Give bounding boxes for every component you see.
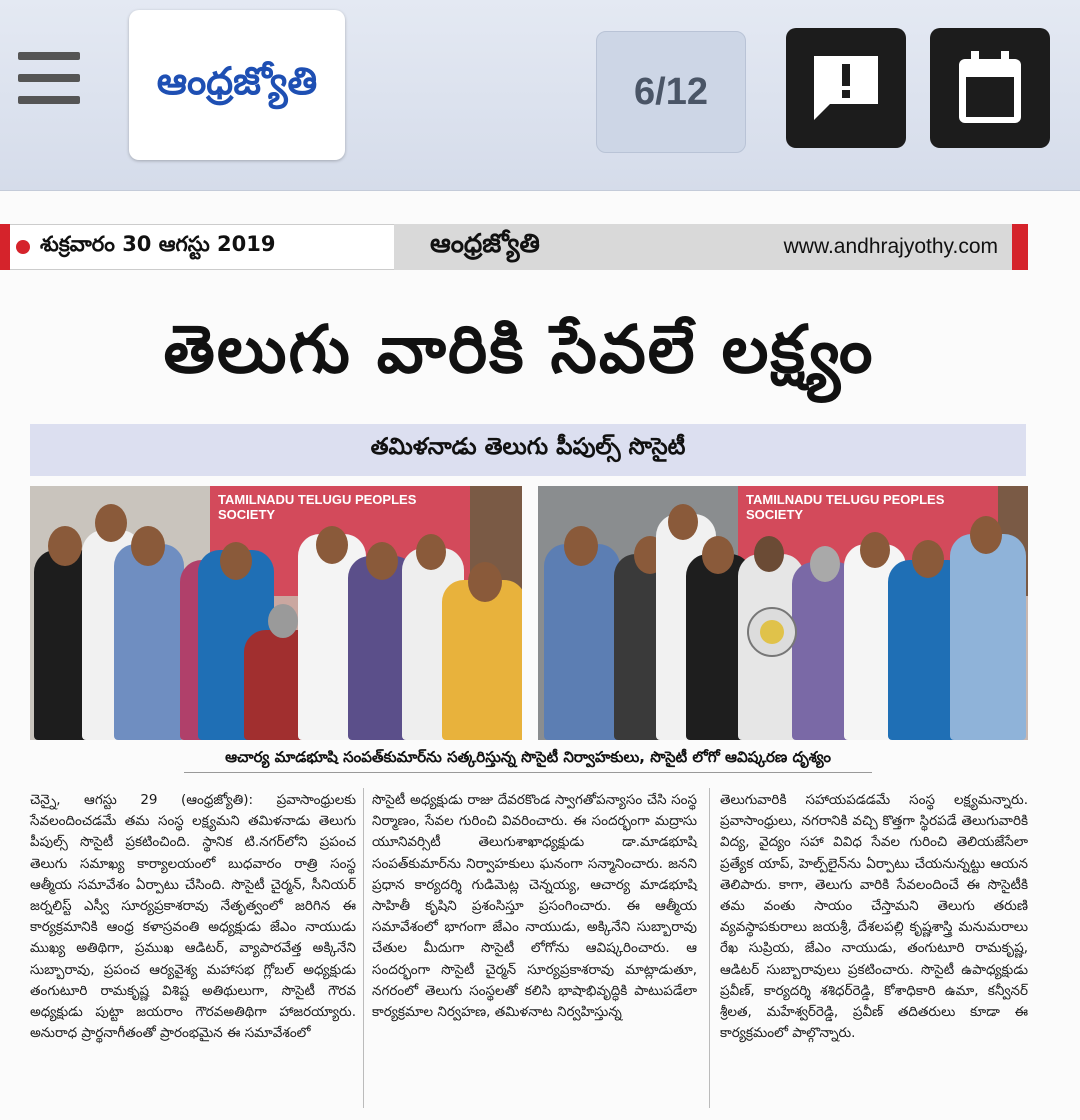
- event-photo-left: [30, 486, 522, 740]
- calendar-icon: [957, 51, 1023, 125]
- menu-icon[interactable]: [18, 52, 80, 104]
- feedback-button[interactable]: [786, 28, 906, 148]
- article-headline: తెలుగు వారికి సేవలే లక్ష్యం: [163, 311, 875, 388]
- photo-banner-right: TAMILNADU TELUGU PEOPLES SOCIETY: [738, 486, 998, 596]
- photo-caption: ఆచార్య మాడభూషి సంపత్‌కుమార్‌ను సత్కరిస్తున్న సొసైటీ నిర్వాహకులు, సొసైటీ లోగో ఆవిష్కరణ దృశ్యం: [225, 748, 831, 766]
- article-column-1: చెన్నై, ఆగస్టు 29 (ఆంధ్రజ్యోతి): ప్రవాసాంధ్రులకు సేవలందించడమే తమ సంస్థ లక్ష్యమని తమిళనాడు తెలుగు పీపుల్స్ సొసైటీ ప్రకటించింది. స్థానిక టి.నగర్‌లోని ప్రపంచ తెలుగు సమాఖ్య కార్యాలయంలో బుధవారం రాత్రి సంస్థ ఆత్మీయ సమావేశం ఏర్పాటు చేసింది. సొసైటీ చైర్మన్, సీనియర్ జర్నలిస్ట్ ఎస్వీ సూర్యప్రకాశరావు నేతృత్వంలో జరిగిన ఈ కార్యక్రమానికి ఆంధ్ర కళాస్రవంతి అధ్యక్షుడు జేఎం నాయుడు ముఖ్య అతిథిగా, ప్రముఖ ఆడిటర్, వ్యాపారవేత్త అక్కినేని సుబ్బారావు, ప్రపంచ ఆర్యవైశ్య మహాసభ గ్లోబల్ అధ్యక్షుడు తంగుటూరి రామకృష్ణ విశిష్ట అతిథులుగా, సొసైటీ గౌరవ అధ్యక్షుడు పుట్టా జయరాం గౌరవఅతిథిగా హాజరయ్యారు. అనురాధ ప్రార్థనాగీతంతో ప్రారంభమైన ఈ సమావేశంలో: [30, 792, 356, 1042]
- page-indicator[interactable]: 6/12: [596, 31, 746, 153]
- issue-date-text: శుక్రవారం 30 ఆగస్టు 2019: [40, 232, 276, 256]
- calendar-button[interactable]: [930, 28, 1050, 148]
- feedback-icon: [808, 50, 884, 126]
- app-logo-text: ఆంధ్రజ్యోతి: [156, 57, 318, 103]
- app-logo[interactable]: [129, 10, 345, 160]
- paper-name: ఆంధ్రజ్యోతి: [430, 229, 540, 259]
- article-subhead: తమిళనాడు తెలుగు పీపుల్స్ సొసైటీ: [30, 424, 1026, 476]
- photo-banner-left: TAMILNADU TELUGU PEOPLES SOCIETY: [210, 486, 470, 596]
- masthead: [0, 224, 1028, 270]
- society-logo-plaque: [746, 606, 798, 658]
- article-column-2: సొసైటీ అధ్యక్షుడు రాజు దేవరకొండ స్వాగతోపన్యాసం చేసి సంస్థ నిర్మాణం, సేవల గురించి వివరించారు. ఈ సందర్భంగా మద్రాసు యూనివర్సిటీ తెలుగుశాఖాధ్యక్షుడు డా.మాడభూషి సంపత్‌కుమార్‌ను నిర్వాహకులు ఘనంగా సన్మానించారు. జనని ప్రధాన కార్యదర్శి గుడిమెట్ల చెన్నయ్య, ఆచార్య మాడభూషి సాహితీ కృషిని ప్రశంసిస్తూ ప్రసంగించారు. ఈ ఆత్మీయ సమావేశంలో భాగంగా జేఎం నాయుడు, అక్కినేని సుబ్బారావు చేతుల మీదుగా సొసైటీ లోగోను ఆవిష్కరించారు. ఆ సందర్భంగా సొసైటీ చైర్మన్ సూర్యప్రకాశరావు మాట్లాడుతూ, నగరంలో తెలుగు సంస్థలతో కలిసి భాషాభివృద్ధికి పాటుపడేలా కార్యక్రమాల నిర్వహణ, తమిళనాట నిర్వహిస్తున్న: [372, 792, 697, 1021]
- paper-url: www.andhrajyothy.com: [783, 235, 998, 258]
- app-toolbar: [0, 0, 1080, 191]
- issue-date: [10, 224, 288, 270]
- article-column-3: తెలుగువారికి సహాయపడడమే సంస్థ లక్ష్యమన్నారు. ప్రవాసాంధ్రులు, నగరానికి వచ్చి కొత్తగా స్థిరపడే తెలుగువారికి విద్య, వైద్యం సహా వివిధ సేవల గురించి తెలియజేసేలా ప్రత్యేక యాప్, హెల్ప్‌లైన్‌ను ఏర్పాటు చేయనున్నట్టు ఆయన తెలిపారు. కాగా, తెలుగు వారికి సేవలందించే ఈ సొసైటీకి తమ వంతు సాయం చేస్తామని తెలుగు తరుణి వ్యవస్థాపకురాలు జయశ్రీ, దేశలపల్లి కృష్ణశాస్త్రి మనుమరాలు రేఖ సుప్రియ, జేఎం నాయుడు, తంగుటూరి రామకృష్ణ, ఆడిటర్ సుబ్బారావులు ప్రకటించారు. సొసైటీ ఉపాధ్యక్షుడు ప్రవీణ్, కార్యదర్శి శశిధర్‌రెడ్డి, కోశాధికారి ఉమా, కన్వీనర్ శ్రీలత, మహేశ్వర్‌రెడ్డి, ప్రవీణ్ తదితరులు కూడా ఈ కార్యక్రమంలో పాల్గొన్నారు.: [720, 792, 1028, 1042]
- red-dot-icon: [16, 240, 30, 254]
- event-photo-right: [538, 486, 1028, 740]
